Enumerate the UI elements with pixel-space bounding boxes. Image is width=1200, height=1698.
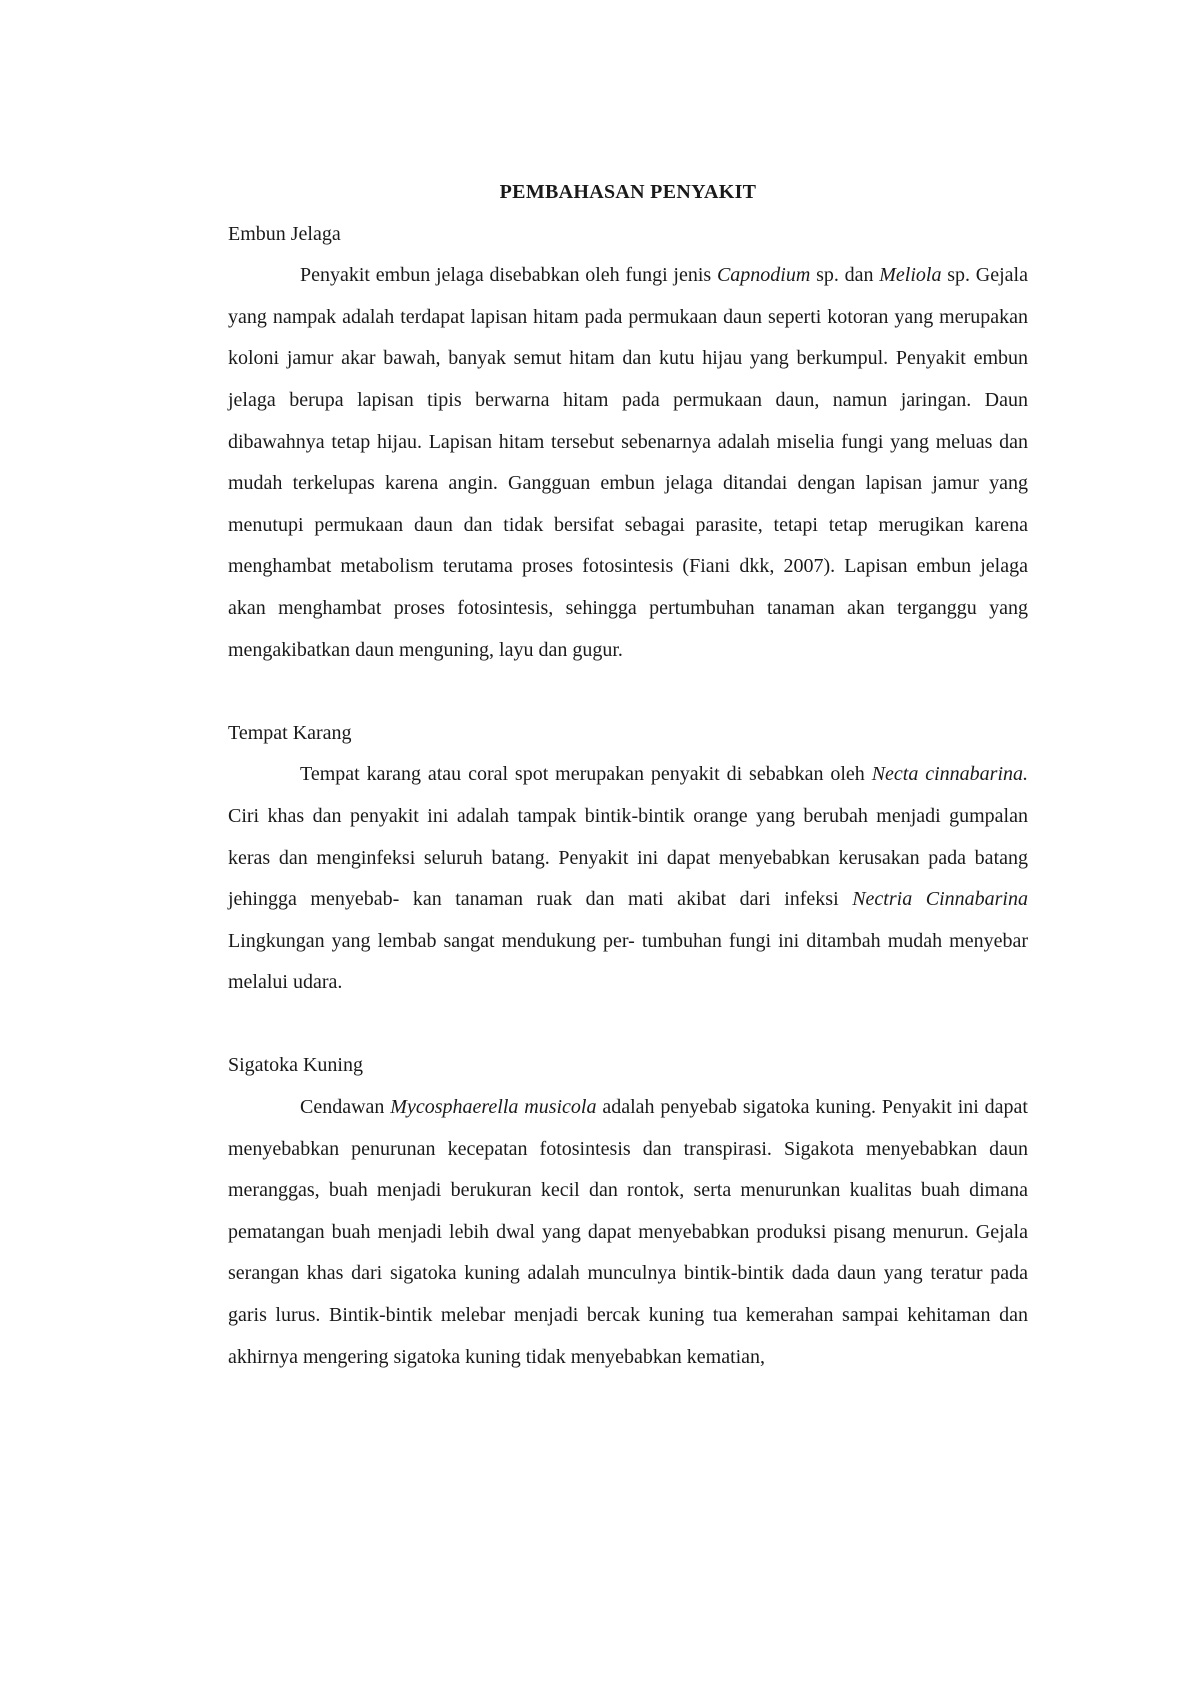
text-segment: sp. dan: [810, 264, 880, 287]
species-name: Necta cinnabarina.: [871, 763, 1028, 786]
section-heading-tempat-karang: Tempat Karang: [228, 721, 352, 744]
section-heading-embun-jelaga: Embun Jelaga: [228, 222, 341, 245]
text-segment: Lingkungan yang lembab sangat mendukung per- tumbuhan fungi ini ditambah mudah menyebar melalui udara.: [228, 929, 1028, 994]
document-body: [228, 172, 1028, 1378]
section-spacer: [228, 1004, 1028, 1046]
species-name: Capnodium: [716, 264, 811, 287]
species-name: Nectria Cinnabarina: [852, 888, 1028, 911]
document-title: PEMBAHASAN PENYAKIT: [499, 181, 757, 203]
paragraph-sigatoka-kuning: [228, 1087, 1028, 1378]
species-name: Mycosphaerella musicola: [390, 1096, 597, 1119]
section-spacer: [228, 671, 1028, 713]
paragraph-embun-jelaga: [228, 255, 1028, 671]
text-segment: Penyakit embun jelaga disebabkan oleh fungi jenis: [300, 264, 717, 287]
text-segment: Cendawan: [300, 1096, 391, 1119]
text-segment: Tempat karang atau coral spot merupakan penyakit di sebabkan oleh: [300, 763, 872, 786]
section-heading-sigatoka-kuning: Sigatoka Kuning: [228, 1054, 363, 1077]
species-name: Meliola: [879, 264, 942, 287]
text-segment: adalah penyebab sigatoka kuning. Penyakit ini dapat menyebabkan penurunan kecepatan fotosintesis dan transpirasi. Sigakota menyebabkan daun meranggas, buah menjadi berukuran kecil dan rontok, serta menurunkan kualitas buah dimana pematangan buah menjadi lebih dwal yang dapat menyebabkan produksi pisang menurun. Gejala serangan khas dari sigatoka kuning adalah munculnya bintik-bintik dada daun yang teratur pada garis lurus. Bintik-bintik melebar menjadi bercak kuning tua kemerahan sampai kehitaman dan akhirnya mengering sigatoka kuning tidak menyebabkan kematian,: [228, 1096, 1028, 1368]
paragraph-tempat-karang: [228, 754, 1028, 1004]
text-segment: sp. Gejala yang nampak adalah terdapat lapisan hitam pada permukaan daun seperti kotoran yang merupakan koloni jamur akar bawah, banyak semut hitam dan kutu hijau yang berkumpul. Penyakit embun jelaga berupa lapisan tipis berwarna hitam pada permukaan daun, namun jaringan. Daun dibawahnya tetap hijau. Lapisan hitam tersebut sebenarnya adalah miselia fungi yang meluas dan mudah terkelupas karena angin. Gangguan embun jelaga ditandai dengan lapisan jamur yang menutupi permukaan daun dan tidak bersifat sebagai parasite, tetapi tetap merugikan karena menghambat metabolism terutama proses fotosintesis (Fiani dkk, 2007). Lapisan embun jelaga akan menghambat proses fotosintesis, sehingga pertumbuhan tanaman akan terganggu yang mengakibatkan daun menguning, layu dan gugur.: [228, 264, 1028, 661]
text-segment: Ciri khas dan penyakit ini adalah tampak bintik-bintik orange yang berubah menjadi gumpalan keras dan menginfeksi seluruh batang. Penyakit ini dapat menyebabkan kerusakan pada batang jehingga menyebab- kan tanaman ruak dan mati akibat dari infeksi: [228, 804, 1028, 911]
